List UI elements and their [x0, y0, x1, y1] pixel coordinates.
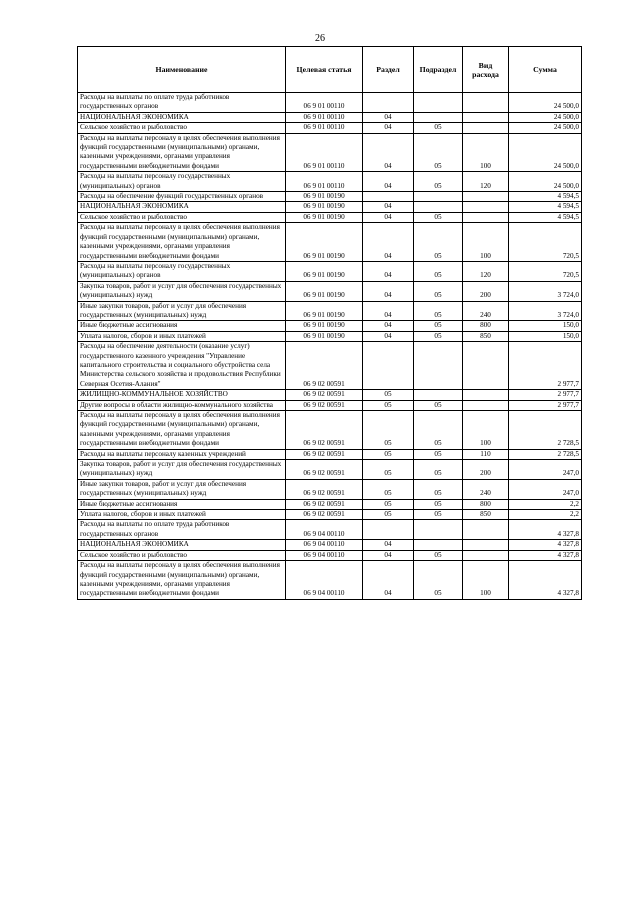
cell-section: 04	[363, 540, 414, 550]
cell-expense-type: 120	[463, 261, 509, 281]
cell-section: 04	[363, 112, 414, 122]
cell-section: 05	[363, 479, 414, 499]
cell-name: Иные закупки товаров, работ и услуг для обеспечения государственных (муниципальных) нужд	[78, 479, 286, 499]
cell-sum: 2,2	[509, 499, 582, 509]
cell-name: Расходы на выплаты персоналу в целях обеспечения выполнения функций государственными (муниципальными) органами, казенными учреждениями, органами управления государственными внебюджетными фондами	[78, 133, 286, 172]
cell-sum: 24 500,0	[509, 123, 582, 133]
cell-target: 06 9 01 00190	[286, 321, 363, 331]
header-section: Раздел	[363, 47, 414, 93]
header-expense-type: Вид расхода	[463, 47, 509, 93]
cell-subsection	[414, 112, 463, 122]
cell-sum: 720,5	[509, 223, 582, 262]
cell-sum: 4 327,8	[509, 561, 582, 600]
cell-name: НАЦИОНАЛЬНАЯ ЭКОНОМИКА	[78, 112, 286, 122]
cell-sum: 2 977,7	[509, 342, 582, 390]
cell-section	[363, 192, 414, 202]
cell-name: Сельское хозяйство и рыболовство	[78, 212, 286, 222]
header-subsection: Подраздел	[414, 47, 463, 93]
cell-expense-type	[463, 400, 509, 410]
cell-name: Расходы на выплаты персоналу государственных (муниципальных) органов	[78, 261, 286, 281]
cell-subsection: 05	[414, 321, 463, 331]
cell-sum: 150,0	[509, 331, 582, 341]
cell-name: Расходы на выплаты персоналу в целях обеспечения выполнения функций государственными (муниципальными) органами, казенными учреждениями, органами управления государственными внебюджетными фондами	[78, 411, 286, 450]
cell-name: Расходы на выплаты персоналу государственных (муниципальных) органов	[78, 172, 286, 192]
cell-target: 06 9 01 00190	[286, 331, 363, 341]
cell-target: 06 9 01 00110	[286, 123, 363, 133]
cell-target: 06 9 02 00591	[286, 499, 363, 509]
cell-target: 06 9 04 00110	[286, 561, 363, 600]
table-row	[78, 449, 582, 459]
cell-target: 06 9 02 00591	[286, 390, 363, 400]
cell-expense-type: 800	[463, 321, 509, 331]
cell-section	[363, 520, 414, 540]
cell-section	[363, 93, 414, 113]
cell-name: НАЦИОНАЛЬНАЯ ЭКОНОМИКА	[78, 202, 286, 212]
cell-target: 06 9 04 00110	[286, 540, 363, 550]
table-row	[78, 520, 582, 540]
cell-name: Закупка товаров, работ и услуг для обеспечения государственных (муниципальных) нужд	[78, 460, 286, 480]
cell-expense-type	[463, 212, 509, 222]
table-row	[78, 133, 582, 172]
cell-sum: 247,0	[509, 479, 582, 499]
cell-expense-type	[463, 540, 509, 550]
cell-name: Иные закупки товаров, работ и услуг для обеспечения государственных (муниципальных) нужд	[78, 301, 286, 321]
cell-subsection: 05	[414, 400, 463, 410]
cell-subsection: 05	[414, 449, 463, 459]
cell-subsection	[414, 540, 463, 550]
cell-target: 06 9 01 00190	[286, 261, 363, 281]
cell-subsection	[414, 93, 463, 113]
cell-expense-type: 100	[463, 133, 509, 172]
cell-section: 04	[363, 561, 414, 600]
cell-target: 06 9 01 00110	[286, 112, 363, 122]
cell-name: Расходы на обеспечение деятельности (оказание услуг) государственного казенного учреждения "Управление капитального строительства и социального обустройства села Министерства сельского хозяйства и продовольствия Республики Северная Осетия-Алания"	[78, 342, 286, 390]
table-row	[78, 212, 582, 222]
table-row	[78, 172, 582, 192]
header-target: Целевая статья	[286, 47, 363, 93]
cell-target: 06 9 01 00110	[286, 172, 363, 192]
cell-sum: 2 977,7	[509, 400, 582, 410]
cell-expense-type: 200	[463, 281, 509, 301]
cell-sum: 2 977,7	[509, 390, 582, 400]
cell-expense-type: 850	[463, 331, 509, 341]
cell-name: Расходы на выплаты по оплате труда работников государственных органов	[78, 520, 286, 540]
cell-section: 04	[363, 550, 414, 560]
cell-target: 06 9 04 00110	[286, 550, 363, 560]
cell-subsection: 05	[414, 133, 463, 172]
cell-section: 04	[363, 212, 414, 222]
cell-target: 06 9 02 00591	[286, 411, 363, 450]
cell-subsection	[414, 192, 463, 202]
cell-subsection: 05	[414, 411, 463, 450]
cell-target: 06 9 01 00190	[286, 192, 363, 202]
table-row	[78, 281, 582, 301]
cell-subsection: 05	[414, 510, 463, 520]
cell-section: 04	[363, 331, 414, 341]
cell-sum: 3 724,0	[509, 281, 582, 301]
cell-expense-type: 100	[463, 411, 509, 450]
cell-subsection: 05	[414, 281, 463, 301]
cell-name: Расходы на выплаты персоналу в целях обеспечения выполнения функций государственными (муниципальными) органами, казенными учреждениями, органами управления государственными внебюджетными фондами	[78, 561, 286, 600]
cell-name: ЖИЛИЩНО-КОММУНАЛЬНОЕ ХОЗЯЙСТВО	[78, 390, 286, 400]
cell-target: 06 9 02 00591	[286, 342, 363, 390]
cell-target: 06 9 01 00190	[286, 281, 363, 301]
cell-subsection	[414, 202, 463, 212]
cell-sum: 24 500,0	[509, 93, 582, 113]
cell-subsection	[414, 520, 463, 540]
cell-sum: 3 724,0	[509, 301, 582, 321]
table-row	[78, 301, 582, 321]
cell-expense-type	[463, 342, 509, 390]
cell-subsection: 05	[414, 479, 463, 499]
cell-section: 05	[363, 400, 414, 410]
cell-expense-type: 100	[463, 223, 509, 262]
cell-expense-type	[463, 112, 509, 122]
cell-sum: 4 327,8	[509, 520, 582, 540]
cell-sum: 24 500,0	[509, 112, 582, 122]
budget-table	[77, 46, 582, 600]
table-row	[78, 112, 582, 122]
cell-name: Иные бюджетные ассигнования	[78, 499, 286, 509]
cell-subsection: 05	[414, 223, 463, 262]
cell-section: 04	[363, 133, 414, 172]
table-row	[78, 202, 582, 212]
cell-name: Сельское хозяйство и рыболовство	[78, 550, 286, 560]
cell-name: Расходы на выплаты по оплате труда работников государственных органов	[78, 93, 286, 113]
cell-section: 04	[363, 301, 414, 321]
cell-section: 04	[363, 223, 414, 262]
cell-expense-type: 240	[463, 479, 509, 499]
cell-section: 05	[363, 411, 414, 450]
cell-name: Уплата налогов, сборов и иных платежей	[78, 331, 286, 341]
cell-expense-type: 100	[463, 561, 509, 600]
cell-section: 04	[363, 261, 414, 281]
cell-sum: 4 594,5	[509, 192, 582, 202]
table-row	[78, 550, 582, 560]
cell-sum: 150,0	[509, 321, 582, 331]
table-row	[78, 411, 582, 450]
cell-section: 04	[363, 172, 414, 192]
cell-expense-type: 850	[463, 510, 509, 520]
cell-target: 06 9 01 00190	[286, 301, 363, 321]
cell-target: 06 9 01 00190	[286, 212, 363, 222]
table-row	[78, 321, 582, 331]
table-row	[78, 479, 582, 499]
cell-sum: 2,2	[509, 510, 582, 520]
cell-expense-type	[463, 123, 509, 133]
cell-sum: 247,0	[509, 460, 582, 480]
cell-expense-type	[463, 520, 509, 540]
cell-subsection: 05	[414, 550, 463, 560]
cell-target: 06 9 02 00591	[286, 510, 363, 520]
table-row	[78, 499, 582, 509]
cell-name: Расходы на выплаты персоналу казенных учреждений	[78, 449, 286, 459]
cell-subsection	[414, 390, 463, 400]
cell-section: 04	[363, 202, 414, 212]
cell-name: Закупка товаров, работ и услуг для обеспечения государственных (муниципальных) нужд	[78, 281, 286, 301]
cell-subsection	[414, 342, 463, 390]
table-row	[78, 460, 582, 480]
header-name: Наименование	[78, 47, 286, 93]
table-row	[78, 261, 582, 281]
cell-section: 04	[363, 281, 414, 301]
table-row	[78, 331, 582, 341]
cell-section: 05	[363, 510, 414, 520]
cell-section	[363, 342, 414, 390]
cell-expense-type: 200	[463, 460, 509, 480]
cell-sum: 720,5	[509, 261, 582, 281]
table-row	[78, 390, 582, 400]
cell-section: 05	[363, 449, 414, 459]
cell-name: Другие вопросы в области жилищно-коммунального хозяйства	[78, 400, 286, 410]
cell-subsection: 05	[414, 123, 463, 133]
table-header-row	[78, 47, 582, 93]
table-row	[78, 93, 582, 113]
cell-subsection: 05	[414, 331, 463, 341]
cell-expense-type: 800	[463, 499, 509, 509]
cell-sum: 4 594,5	[509, 212, 582, 222]
cell-expense-type: 120	[463, 172, 509, 192]
page-number: 26	[315, 33, 325, 44]
cell-target: 06 9 01 00190	[286, 223, 363, 262]
table-row	[78, 123, 582, 133]
cell-subsection: 05	[414, 261, 463, 281]
cell-name: Уплата налогов, сборов и иных платежей	[78, 510, 286, 520]
cell-sum: 2 728,5	[509, 411, 582, 450]
cell-name: Сельское хозяйство и рыболовство	[78, 123, 286, 133]
cell-expense-type	[463, 202, 509, 212]
cell-name: Иные бюджетные ассигнования	[78, 321, 286, 331]
cell-sum: 4 594,5	[509, 202, 582, 212]
table-row	[78, 400, 582, 410]
cell-name: Расходы на выплаты персоналу в целях обеспечения выполнения функций государственными (муниципальными) органами, казенными учреждениями, органами управления государственными внебюджетными фондами	[78, 223, 286, 262]
cell-section: 05	[363, 460, 414, 480]
cell-target: 06 9 02 00591	[286, 479, 363, 499]
cell-expense-type	[463, 192, 509, 202]
table-row	[78, 561, 582, 600]
cell-subsection: 05	[414, 172, 463, 192]
cell-sum: 24 500,0	[509, 172, 582, 192]
table-row	[78, 223, 582, 262]
cell-section: 04	[363, 123, 414, 133]
cell-target: 06 9 01 00110	[286, 93, 363, 113]
table-row	[78, 342, 582, 390]
cell-sum: 4 327,8	[509, 550, 582, 560]
cell-section: 05	[363, 499, 414, 509]
cell-expense-type	[463, 390, 509, 400]
cell-target: 06 9 02 00591	[286, 460, 363, 480]
cell-name: Расходы на обеспечение функций государственных органов	[78, 192, 286, 202]
cell-subsection: 05	[414, 212, 463, 222]
table-row	[78, 192, 582, 202]
cell-target: 06 9 04 00110	[286, 520, 363, 540]
table-row	[78, 510, 582, 520]
cell-target: 06 9 02 00591	[286, 400, 363, 410]
cell-sum: 4 327,8	[509, 540, 582, 550]
cell-sum: 24 500,0	[509, 133, 582, 172]
cell-expense-type	[463, 550, 509, 560]
cell-target: 06 9 01 00110	[286, 133, 363, 172]
cell-sum: 2 728,5	[509, 449, 582, 459]
header-sum: Сумма	[509, 47, 582, 93]
cell-subsection: 05	[414, 499, 463, 509]
cell-subsection: 05	[414, 561, 463, 600]
cell-subsection: 05	[414, 301, 463, 321]
cell-subsection: 05	[414, 460, 463, 480]
cell-target: 06 9 02 00591	[286, 449, 363, 459]
cell-name: НАЦИОНАЛЬНАЯ ЭКОНОМИКА	[78, 540, 286, 550]
cell-expense-type: 110	[463, 449, 509, 459]
cell-target: 06 9 01 00190	[286, 202, 363, 212]
cell-section: 05	[363, 390, 414, 400]
cell-expense-type: 240	[463, 301, 509, 321]
cell-section: 04	[363, 321, 414, 331]
table-row	[78, 540, 582, 550]
cell-expense-type	[463, 93, 509, 113]
